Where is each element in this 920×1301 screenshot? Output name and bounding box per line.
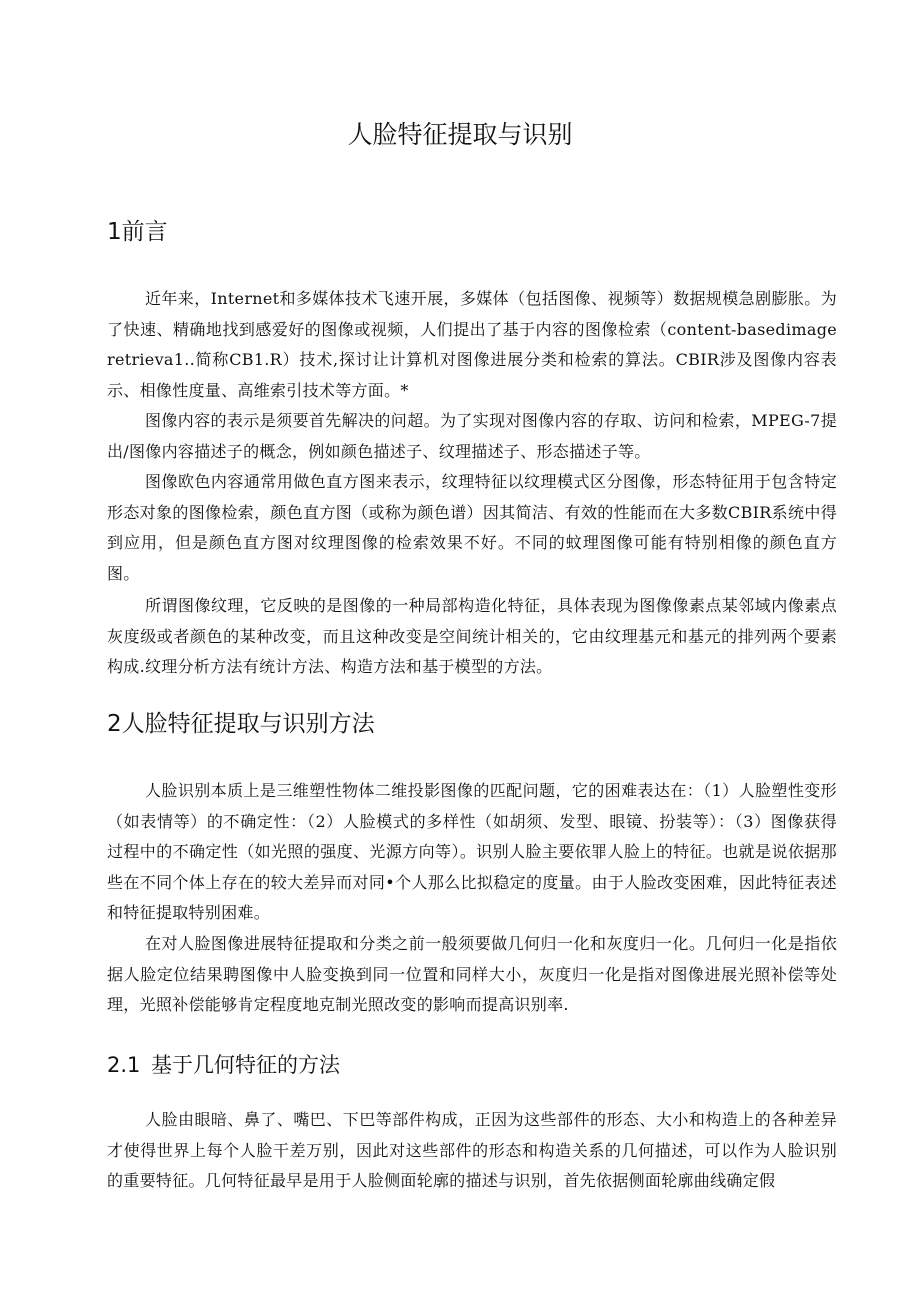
paragraph: 图像内容的表示是须要首先解决的问超。为了实现对图像内容的存取、访问和检索，MPEG-7提出/图像内容描述子的概念，例如颜色描述子、纹理描述子、形态描述子等。 [107, 411, 837, 461]
paragraph: 在对人脸图像进展特征提取和分类之前一般须要做几何归一化和灰度归一化。几何归一化是指依据人脸定位结果聘图像中人脸变换到同一位置和同样大小，灰度归一化是指对图像进展光照补偿等处理，光照补偿能够肯定程度地克制光照改变的影响而提高识别率. [107, 934, 837, 1014]
subsection-number: 2.1 [107, 1053, 141, 1077]
paragraph: 所谓图像纹理，它反映的是图像的一种局部构造化特征，具体表现为图像像素点某邻域内像素点灰度级或者颜色的某种改变，而且这种改变是空间统计相关的，它由纹理基元和基元的排列两个要素构成.纹理分析方法有统计方法、构造方法和基于模型的方法。 [107, 596, 837, 676]
document-title: 人脸特征提取与识别 [347, 120, 573, 149]
subsection-heading-geometric [107, 1050, 340, 1080]
subsection-title: 基于几何特征的方法 [151, 1053, 340, 1077]
paragraph: 图像欧色内容通常用做色直方图来表示，纹理特征以纹理模式区分图像，形态特征用于包含特定形态对象的图像检索，颜色直方图（或称为颜色谱）因其简洁、有效的性能而在大多数CBIR系统中得到应用，但是颜色直方图对纹理图像的检索效果不好。不同的蚊理图像可能有特别相像的颜色直方图。 [107, 472, 837, 583]
section-heading-preface: 1前言 [107, 219, 168, 245]
paragraph: 人脸识别本质上是三维塑性物体二维投影图像的匹配问题，它的困难表达在：（1）人脸塑性变形（如表情等）的不确定性：（2）人脸模式的多样性（如胡须、发型、眼镜、扮装等）：（3）图像获得过程中的不确定性（如光照的强度、光源方向等）。识别人脸主要依罪人脸上的特征。也就是说依据那些在不同个体上存在的较大差异而对同•个人那么比拟稳定的度量。由于人脸改变困难，因此特征表述和特征提取特别困难。 [107, 781, 837, 922]
paragraph: 人脸由眼暗、鼻了、嘴巴、下巴等部件构成，正因为这些部件的形态、大小和构造上的各种差异才使得世界上每个人脸干差万别，因此对这些部件的形态和构造关系的几何描述，可以作为人脸识别的重要特征。几何特征最早是用于人脸侧面轮廓的描述与识别，首先依据侧面轮廓曲线确定假 [107, 1110, 837, 1190]
section-heading-methods: 2人脸特征提取与识别方法 [107, 711, 375, 737]
paragraph: 近年来，Internet和多媒体技术飞速开展，多媒体（包括图像、视频等）数据规模急剧膨胀。为了快速、精确地找到感爱好的图像或视频，人们提出了基于内容的图像检索（content-basedimageretrieva1..简称CB1.R）技术,探讨让计算机对图像进展分类和检索的算法。CBIR涉及图像内容表示、相像性度量、高维索引技术等方面。* [107, 289, 837, 400]
